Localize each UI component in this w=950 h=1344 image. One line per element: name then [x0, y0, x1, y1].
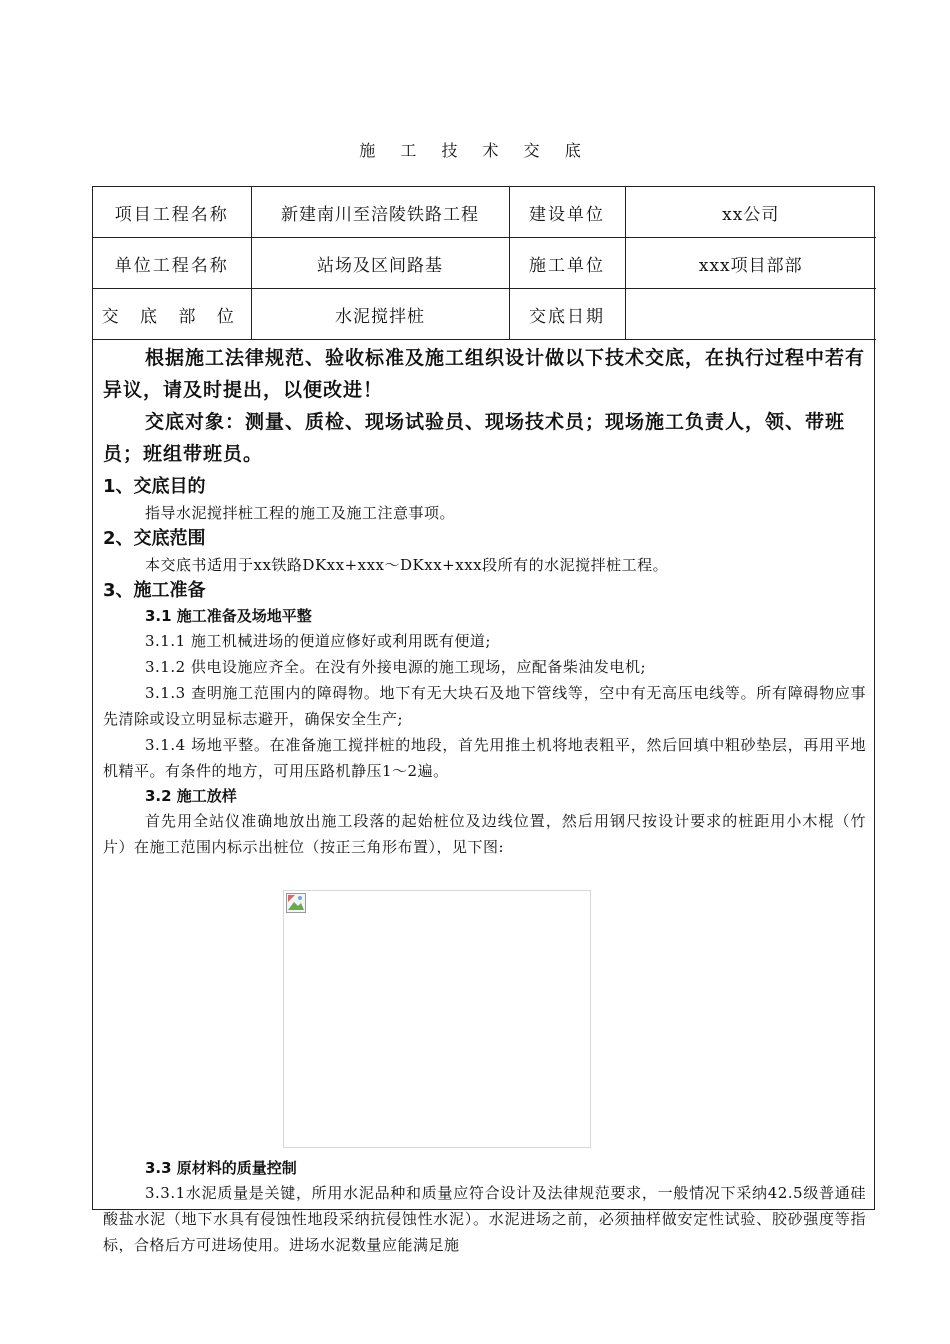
pile-layout-figure-area: [103, 860, 866, 1148]
section-3-1-4: 3.1.4 场地平整。在准备施工搅拌桩的地段，首先用推土机将地表粗平，然后回填中粗砂垫层，再用平地机精平。有条件的地方，可用压路机静压1～2遍。: [103, 736, 866, 780]
owner-unit-value: xx公司: [625, 187, 876, 238]
section-3-1-1: 3.1.1 施工机械进场的便道应修好或利用既有便道;: [145, 632, 491, 650]
disclosure-part-label: 交 底 部 位: [93, 289, 251, 340]
pile-layout-figure: [283, 890, 591, 1148]
section-3-2-heading: 3.2 施工放样: [145, 787, 237, 805]
intro-statement: 根据施工法律规范、验收标准及施工组织设计做以下技术交底，在执行过程中若有异议，请及时提出，以便改进！: [103, 347, 866, 401]
owner-unit-label: 建设单位: [509, 187, 625, 238]
disclosure-date-label: 交底日期: [509, 289, 625, 340]
document-title: 施 工 技 术 交 底: [359, 141, 591, 160]
construction-unit-label: 施工单位: [509, 238, 625, 289]
section-1-text: 指导水泥搅拌桩工程的施工及施工注意事项。: [145, 504, 456, 522]
section-1-heading: 1、交底目的: [103, 476, 206, 497]
table-row: [93, 238, 876, 289]
unit-project-value: 站场及区间路基: [251, 238, 509, 289]
unit-project-label: 单位工程名称: [93, 238, 251, 289]
project-info-table: [93, 187, 876, 340]
disclosure-date-value: [625, 289, 876, 340]
table-row: [93, 289, 876, 340]
construction-unit-value: xxx项目部部: [625, 238, 876, 289]
disclosure-body: [93, 342, 874, 1258]
section-2-text: 本交底书适用于xx铁路DKxx+xxx～DKxx+xxx段所有的水泥搅拌桩工程。: [145, 556, 669, 574]
section-3-1-heading: 3.1 施工准备及场地平整: [145, 607, 312, 625]
disclosure-part-value: 水泥搅拌桩: [251, 289, 509, 340]
section-2-heading: 2、交底范围: [103, 528, 206, 549]
section-3-1-2: 3.1.2 供电设施应齐全。在没有外接电源的施工现场，应配备柴油发电机;: [145, 658, 646, 676]
section-3-3-1: 3.3.1水泥质量是关键，所用水泥品种和质量应符合设计及法律规范要求，一般情况下采纳42.5级普通硅酸盐水泥（地下水具有侵蚀性地段采纳抗侵蚀性水泥）。水泥进场之前，必须抽样做安定性试验、胶砂强度等指标，合格后方可进场使用。进场水泥数量应能满足施: [103, 1184, 866, 1254]
section-3-3-heading: 3.3 原材料的质量控制: [145, 1159, 297, 1177]
disclosure-form: [92, 186, 875, 1254]
section-3-1-3: 3.1.3 查明施工范围内的障碍物。地下有无大块石及地下管线等，空中有无高压电线等。所有障碍物应事先清除或设立明显标志避开，确保安全生产;: [103, 684, 866, 728]
target-audience: 交底对象：测量、质检、现场试验员、现场技术员；现场施工负责人，领、带班员；班组带班员。: [103, 411, 846, 465]
project-name-label: 项目工程名称: [93, 187, 251, 238]
table-row: [93, 187, 876, 238]
project-name-value: 新建南川至涪陵铁路工程: [251, 187, 509, 238]
section-3-heading: 3、施工准备: [103, 580, 206, 601]
section-3-2-text: 首先用全站仪准确地放出施工段落的起始桩位及边线位置，然后用钢尺按设计要求的桩距用小木棍（竹片）在施工范围内标示出桩位（按正三角形布置），见下图:: [103, 812, 866, 856]
broken-image-icon: [286, 893, 306, 913]
